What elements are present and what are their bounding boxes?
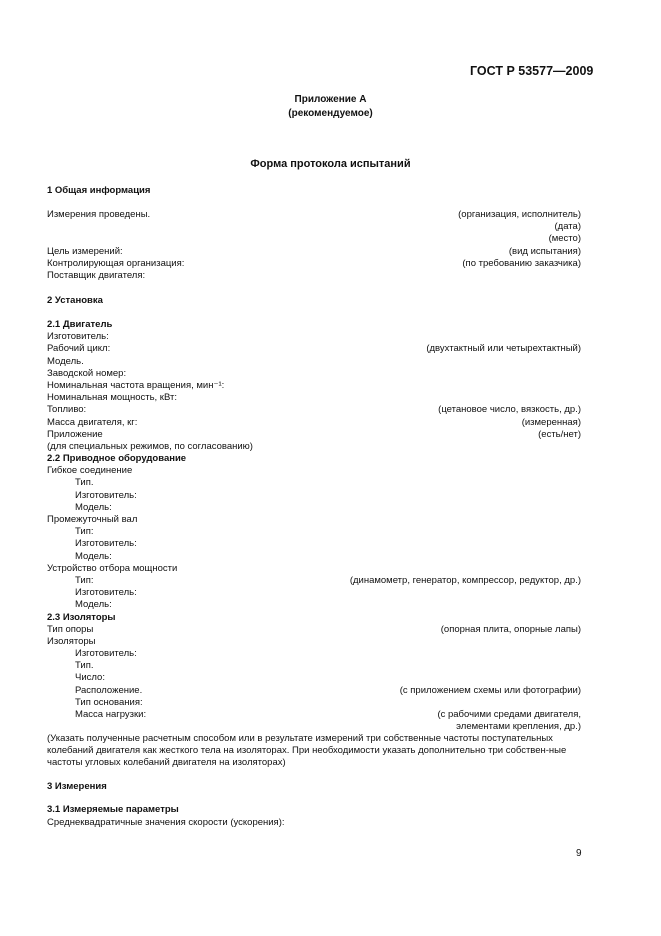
row-label: 2.3 Изоляторы	[47, 611, 116, 623]
row-label: Расположение.	[75, 684, 143, 696]
row-hint: (с рабочими средами двигателя,	[437, 709, 581, 720]
form-row	[47, 417, 581, 429]
form-row	[47, 697, 581, 709]
row-label: Тип:	[75, 574, 94, 586]
row-label: 2.2 Приводное оборудование	[47, 453, 187, 465]
form-row	[47, 526, 581, 538]
form-row	[47, 648, 581, 660]
form-row	[47, 575, 581, 587]
form-title: Форма протокола испытаний	[250, 158, 411, 170]
form-row	[47, 672, 581, 684]
form-row	[47, 514, 581, 526]
form-row	[47, 636, 581, 648]
appendix-title: Приложение А	[294, 94, 367, 105]
row-hint: (опорная плита, опорные лапы)	[440, 623, 581, 635]
row-label: Изготовитель:	[75, 648, 137, 660]
form-row	[47, 563, 581, 575]
section-3-heading: 3 Измерения	[47, 781, 107, 792]
form-row	[47, 477, 581, 489]
form-row	[47, 233, 581, 245]
row-hint: (с приложением схемы или фотографии)	[399, 684, 581, 696]
form-row	[47, 221, 581, 233]
row-hint: (цетановое число, вязкость, др.)	[438, 404, 581, 416]
row-hint: (по требованию заказчика)	[462, 257, 581, 269]
row-label: Тип:	[75, 526, 94, 538]
form-row	[47, 343, 581, 355]
form-row	[47, 331, 581, 343]
section-3-1-text: Среднеквадратичные значения скорости (ускорения):	[47, 817, 285, 828]
row-hint: (есть/нет)	[538, 428, 581, 440]
row-label: Изоляторы	[47, 635, 96, 647]
form-row	[47, 380, 581, 392]
standard-number: ГОСТ Р 53577—2009	[470, 64, 594, 78]
row-label: Номинальная мощность, кВт:	[47, 392, 177, 404]
row-hint: (измеренная)	[521, 416, 581, 428]
row-label: Изготовитель:	[47, 331, 109, 343]
form-row	[47, 465, 581, 477]
form-row	[47, 660, 581, 672]
row-label: Тип.	[75, 477, 94, 489]
row-hint: (двухтактный или четырехтактный)	[426, 343, 581, 355]
form-row	[47, 685, 581, 697]
row-label: Число:	[75, 672, 105, 684]
form-row	[47, 258, 581, 270]
row-label: Измерения проведены.	[47, 209, 151, 220]
form-row	[47, 599, 581, 611]
section-1-heading: 1 Общая информация	[47, 185, 151, 196]
row-label: Заводской номер:	[47, 367, 127, 379]
row-label: Рабочий цикл:	[47, 343, 111, 355]
appendix-subtitle: (рекомендуемое)	[288, 108, 373, 119]
row-label: Номинальная частота вращения, мин⁻¹:	[47, 379, 225, 391]
row-label: Тип основания:	[75, 696, 143, 708]
page-number: 9	[576, 848, 582, 859]
row-label: Цель измерений:	[47, 245, 123, 257]
section-2-body	[47, 319, 581, 733]
form-row	[47, 319, 581, 331]
form-row	[47, 441, 581, 453]
form-row	[47, 356, 581, 368]
row-label: Масса двигателя, кг:	[47, 416, 138, 428]
form-row	[47, 721, 581, 733]
form-row	[47, 502, 581, 514]
row-label: Тип.	[75, 660, 94, 672]
row-label: Модель:	[75, 501, 112, 513]
row-label: Поставщик двигателя:	[47, 269, 146, 281]
form-row	[47, 551, 581, 563]
row-label: Промежуточный вал	[47, 514, 138, 525]
row-label: Масса нагрузки:	[75, 709, 147, 720]
form-row	[47, 209, 581, 221]
form-row	[47, 538, 581, 550]
form-row	[47, 246, 581, 258]
row-label: Устройство отбора мощности	[47, 562, 178, 574]
row-hint: элементами крепления, др.)	[456, 721, 581, 733]
row-hint: (организация, исполнитель)	[458, 209, 581, 220]
form-row	[47, 612, 581, 624]
row-hint: (динамометр, генератор, компрессор, редуктор, др.)	[349, 574, 581, 586]
row-label: Топливо:	[47, 404, 87, 416]
form-row	[47, 368, 581, 380]
form-row	[47, 392, 581, 404]
row-label: Модель:	[75, 550, 112, 562]
form-row	[47, 404, 581, 416]
form-row	[47, 709, 581, 721]
section-2-heading: 2 Установка	[47, 295, 103, 306]
row-label: (для специальных режимов, по согласованию)	[47, 440, 253, 452]
row-label: Изготовитель:	[75, 489, 137, 501]
row-label: Контролирующая организация:	[47, 257, 185, 269]
section-2-note: (Указать полученные расчетным способом или в результате измерений три собственные частоты поступательных колебаний двигателя как жесткого тела на изоляторах. При необходимости указать дополнительно три собствен-ные частоты угловых колебаний двигателя на изоляторах)	[47, 733, 567, 769]
form-row	[47, 587, 581, 599]
row-hint: (место)	[548, 233, 581, 245]
section-3-1-heading: 3.1 Измеряемые параметры	[47, 804, 179, 815]
row-label: Изготовитель:	[75, 587, 137, 599]
row-hint: (дата)	[554, 221, 581, 233]
form-row	[47, 270, 581, 282]
row-hint: (вид испытания)	[508, 245, 581, 257]
row-label: Гибкое соединение	[47, 465, 133, 477]
row-label: Модель.	[47, 355, 84, 367]
row-label: Модель:	[75, 599, 112, 611]
form-row	[47, 490, 581, 502]
row-label: Тип опоры	[47, 623, 94, 635]
form-row	[47, 429, 581, 441]
form-row	[47, 453, 581, 465]
row-label: 2.1 Двигатель	[47, 319, 113, 330]
form-row	[47, 624, 581, 636]
row-label: Приложение	[47, 428, 103, 440]
row-label: Изготовитель:	[75, 538, 137, 550]
section-1-body	[47, 209, 581, 282]
